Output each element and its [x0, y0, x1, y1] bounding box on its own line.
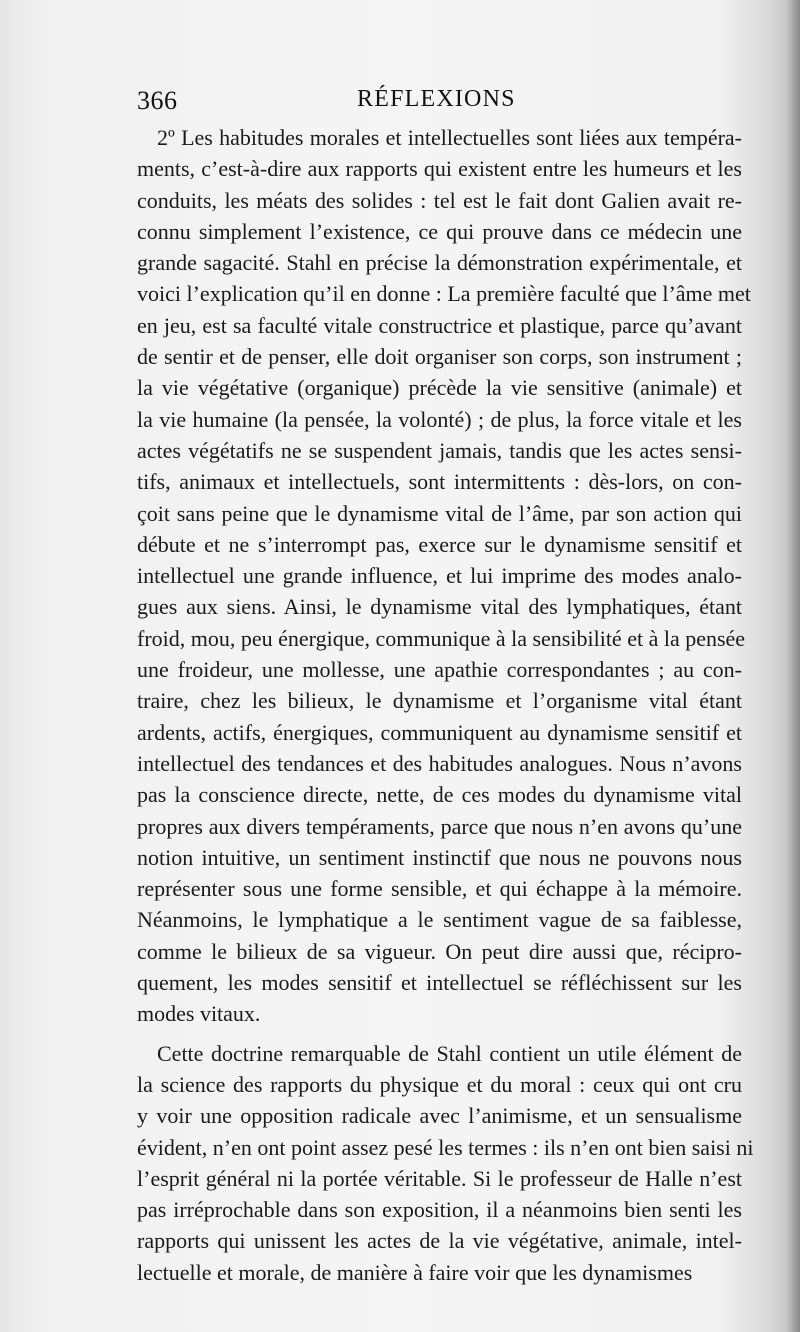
text-line: Néanmoins, le lymphatique a le sentiment vague de sa faiblesse,	[137, 907, 742, 933]
page-number: 366	[137, 86, 178, 115]
text-line: lectuelle et morale, de manière à faire voir que les dynamismes	[137, 1259, 693, 1285]
text-line: çoit sans peine que le dynamisme vital de l’âme, par son action qui	[137, 500, 742, 526]
text-line: froid, mou, peu énergique, communique à la sensibilité et à la pensée	[137, 625, 746, 651]
text-line: voici l’explication qu’il en donne : La première faculté que l’âme met	[137, 281, 751, 307]
text-line: conduits, les méats des solides : tel est le fait dont Galien avait re-	[137, 187, 742, 213]
text-line: la vie végétative (organique) précède la vie sensitive (animale) et	[137, 375, 742, 401]
text-line: une froideur, une mollesse, une apathie correspondantes ; au con-	[137, 657, 742, 683]
text-line: pas irréprochable dans son exposition, il a néanmoins bien senti les	[137, 1197, 742, 1223]
text-line: quement, les modes sensitif et intellectuel se réfléchissent sur les	[137, 970, 742, 996]
text-line: débute et ne s’interrompt pas, exerce sur le dynamisme sensitif et	[137, 531, 742, 557]
text-line: la science des rapports du physique et du moral : ceux qui ont cru	[137, 1071, 742, 1097]
text-line: connu simplement l’existence, ce qui prouve dans ce médecin une	[137, 218, 742, 244]
paragraph	[137, 1038, 754, 1288]
text-line: traire, chez les bilieux, le dynamisme et l’organisme vital étant	[137, 688, 742, 714]
text-line: rapports qui unissent les actes de la vie végétative, animale, intel-	[137, 1228, 742, 1254]
text-line: en jeu, est sa faculté vitale constructrice et plastique, parce qu’avant	[137, 312, 742, 338]
text-line: tifs, animaux et intellectuels, sont intermittents : dès-lors, on con-	[137, 469, 742, 495]
text-line: ardents, actifs, énergiques, communiquent au dynamisme sensitif et	[137, 719, 742, 745]
text-line: évident, n’en ont point assez pesé les termes : ils n’en ont bien saisi ni	[137, 1134, 754, 1160]
text-line: y voir une opposition radicale avec l’animisme, et un sensualisme	[137, 1103, 742, 1129]
text-line: intellectuel une grande influence, et lui imprime des modes analo-	[137, 563, 742, 589]
text-line: Cette doctrine remarquable de Stahl contient un utile élément de	[157, 1040, 742, 1066]
text-line: 2º Les habitudes morales et intellectuelles sont liées aux tempéra-	[157, 125, 742, 150]
text-line: comme le bilieux de sa vigueur. On peut dire aussi que, récipro-	[137, 938, 742, 964]
running-title: RÉFLEXIONS	[357, 86, 516, 112]
page-header	[137, 82, 732, 120]
text-line: notion intuitive, un sentiment instinctif que nous ne pouvons nous	[137, 844, 742, 870]
text-line: la vie humaine (la pensée, la volonté) ; de plus, la force vitale et les	[137, 406, 742, 432]
text-line: pas la conscience directe, nette, de ces modes du dynamisme vital	[137, 782, 742, 808]
text-line: ments, c’est-à-dire aux rapports qui existent entre les humeurs et les	[137, 156, 742, 182]
body-text	[137, 122, 754, 1288]
text-line: modes vitaux.	[137, 1001, 261, 1027]
text-line: l’esprit général ni la portée véritable. Si le professeur de Halle n’est	[137, 1165, 742, 1191]
text-line: gues aux siens. Ainsi, le dynamisme vital des lymphatiques, étant	[137, 594, 742, 620]
paragraph-gap	[137, 1030, 742, 1038]
text-line: grande sagacité. Stahl en précise la démonstration expérimentale, et	[137, 250, 742, 276]
text-line: intellectuel des tendances et des habitudes analogues. Nous n’avons	[137, 750, 742, 776]
text-line: propres aux divers tempéraments, parce que nous n’en avons qu’une	[137, 813, 742, 839]
text-line: actes végétatifs ne se suspendent jamais, tandis que les actes sensi-	[137, 437, 742, 463]
paragraph	[137, 122, 751, 1030]
text-line: représenter sous une forme sensible, et qui échappe à la mémoire.	[137, 876, 742, 902]
text-line: de sentir et de penser, elle doit organiser son corps, son instrument ;	[137, 344, 742, 370]
